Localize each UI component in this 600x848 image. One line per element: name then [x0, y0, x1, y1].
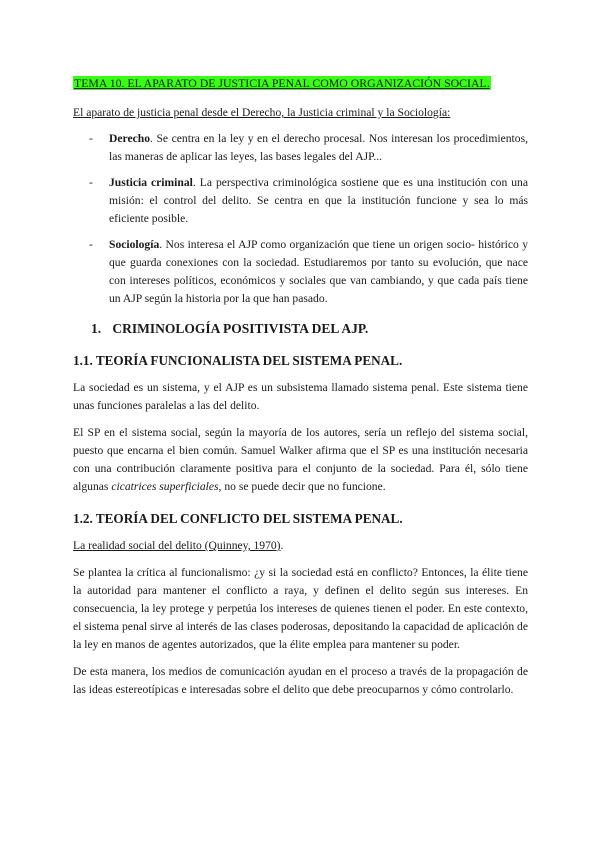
- list-item: [73, 130, 528, 166]
- bullet-term: Sociología: [109, 238, 160, 251]
- section-number: 1.: [91, 321, 102, 336]
- list-item: [73, 174, 528, 228]
- bullet-term: Derecho: [109, 132, 150, 145]
- paragraph-text: , no se puede decir que no funcione.: [218, 480, 386, 493]
- bullet-dash: -: [89, 176, 93, 189]
- bullet-term: Justicia criminal: [109, 176, 193, 189]
- perspectives-list: [73, 130, 528, 308]
- title-line: [73, 74, 528, 92]
- document-content: [73, 74, 528, 699]
- subsection-period: .: [280, 539, 284, 552]
- section-1-2-heading: 1.2. TEORÍA DEL CONFLICTO DEL SISTEMA PENAL.: [73, 511, 403, 526]
- italic-phrase: cicatrices superficiales: [111, 480, 219, 493]
- paragraph: La sociedad es un sistema, y el AJP es un subsistema llamado sistema penal. Este sistema tiene unas funciones paralelas a las del delito.: [73, 381, 528, 412]
- document-title: TEMA 10. EL APARATO DE JUSTICIA PENAL COMO ORGANIZACIÓN SOCIAL.: [74, 76, 490, 90]
- bullet-dash: -: [89, 238, 93, 251]
- paragraph-text: El SP en el sistema social, según la mayoría de los autores, sería un reflejo del sistema social, puesto que encarna el bien común. Samuel Walker afirma que el SP es una institución necesaria con una contribución claramente positiva para el conjunto de la sociedad. Para él, sólo tiene algunas: [73, 426, 528, 493]
- bullet-text: . Nos interesa el AJP como organización que tiene un origen socio- histórico y que guarda conexiones con la sociedad. Estudiaremos por tanto su evolución, que nace con intereses políticos, económicos y sociales que van cambiando, y que cada país tiene un AJP según la historia por la que han pasado.: [109, 238, 528, 305]
- paragraph: [73, 424, 528, 496]
- bullet-text: . Se centra en la ley y en el derecho procesal. Nos interesan los procedimientos, las maneras de aplicar las leyes, las bases legales del AJP...: [109, 132, 528, 163]
- section-title: CRIMINOLOGÍA POSITIVISTA DEL AJP.: [112, 321, 369, 336]
- paragraph: Se plantea la crítica al funcionalismo: ¿y si la sociedad está en conflicto? Entonces, la élite tiene la autoridad para mantener el conflicto a raya, y definen el delito según sus intereses. En consecuencia, la ley protege y perpetúa los intereses de quienes tienen el poder. En este contexto, el sistema penal sirve al interés de las clases poderosas, depositando la capacidad de aplicación de la ley en manos de agentes autorizados, que la élite emplea para mantener su poder.: [73, 566, 528, 651]
- subsection-heading: [73, 537, 528, 555]
- intro-heading: El aparato de justicia penal desde el Derecho, la Justicia criminal y la Sociología:: [73, 106, 451, 119]
- section-1-heading: [73, 320, 528, 338]
- subsection-title: La realidad social del delito (Quinney, 1970): [73, 539, 281, 552]
- bullet-dash: -: [89, 132, 93, 145]
- bullet-text: . La perspectiva criminológica sostiene que es una institución con una misión: el control del delito. Se centra en que la institución funcione y sea lo más eficiente posible.: [109, 176, 528, 225]
- paragraph: De esta manera, los medios de comunicación ayudan en el proceso a través de la propagación de las ideas estereotípicas e interesadas sobre el delito que debe preocuparnos y cómo controlarlo.: [73, 665, 528, 696]
- list-item: [73, 236, 528, 308]
- section-1-1-heading: 1.1. TEORÍA FUNCIONALISTA DEL SISTEMA PENAL.: [73, 353, 403, 368]
